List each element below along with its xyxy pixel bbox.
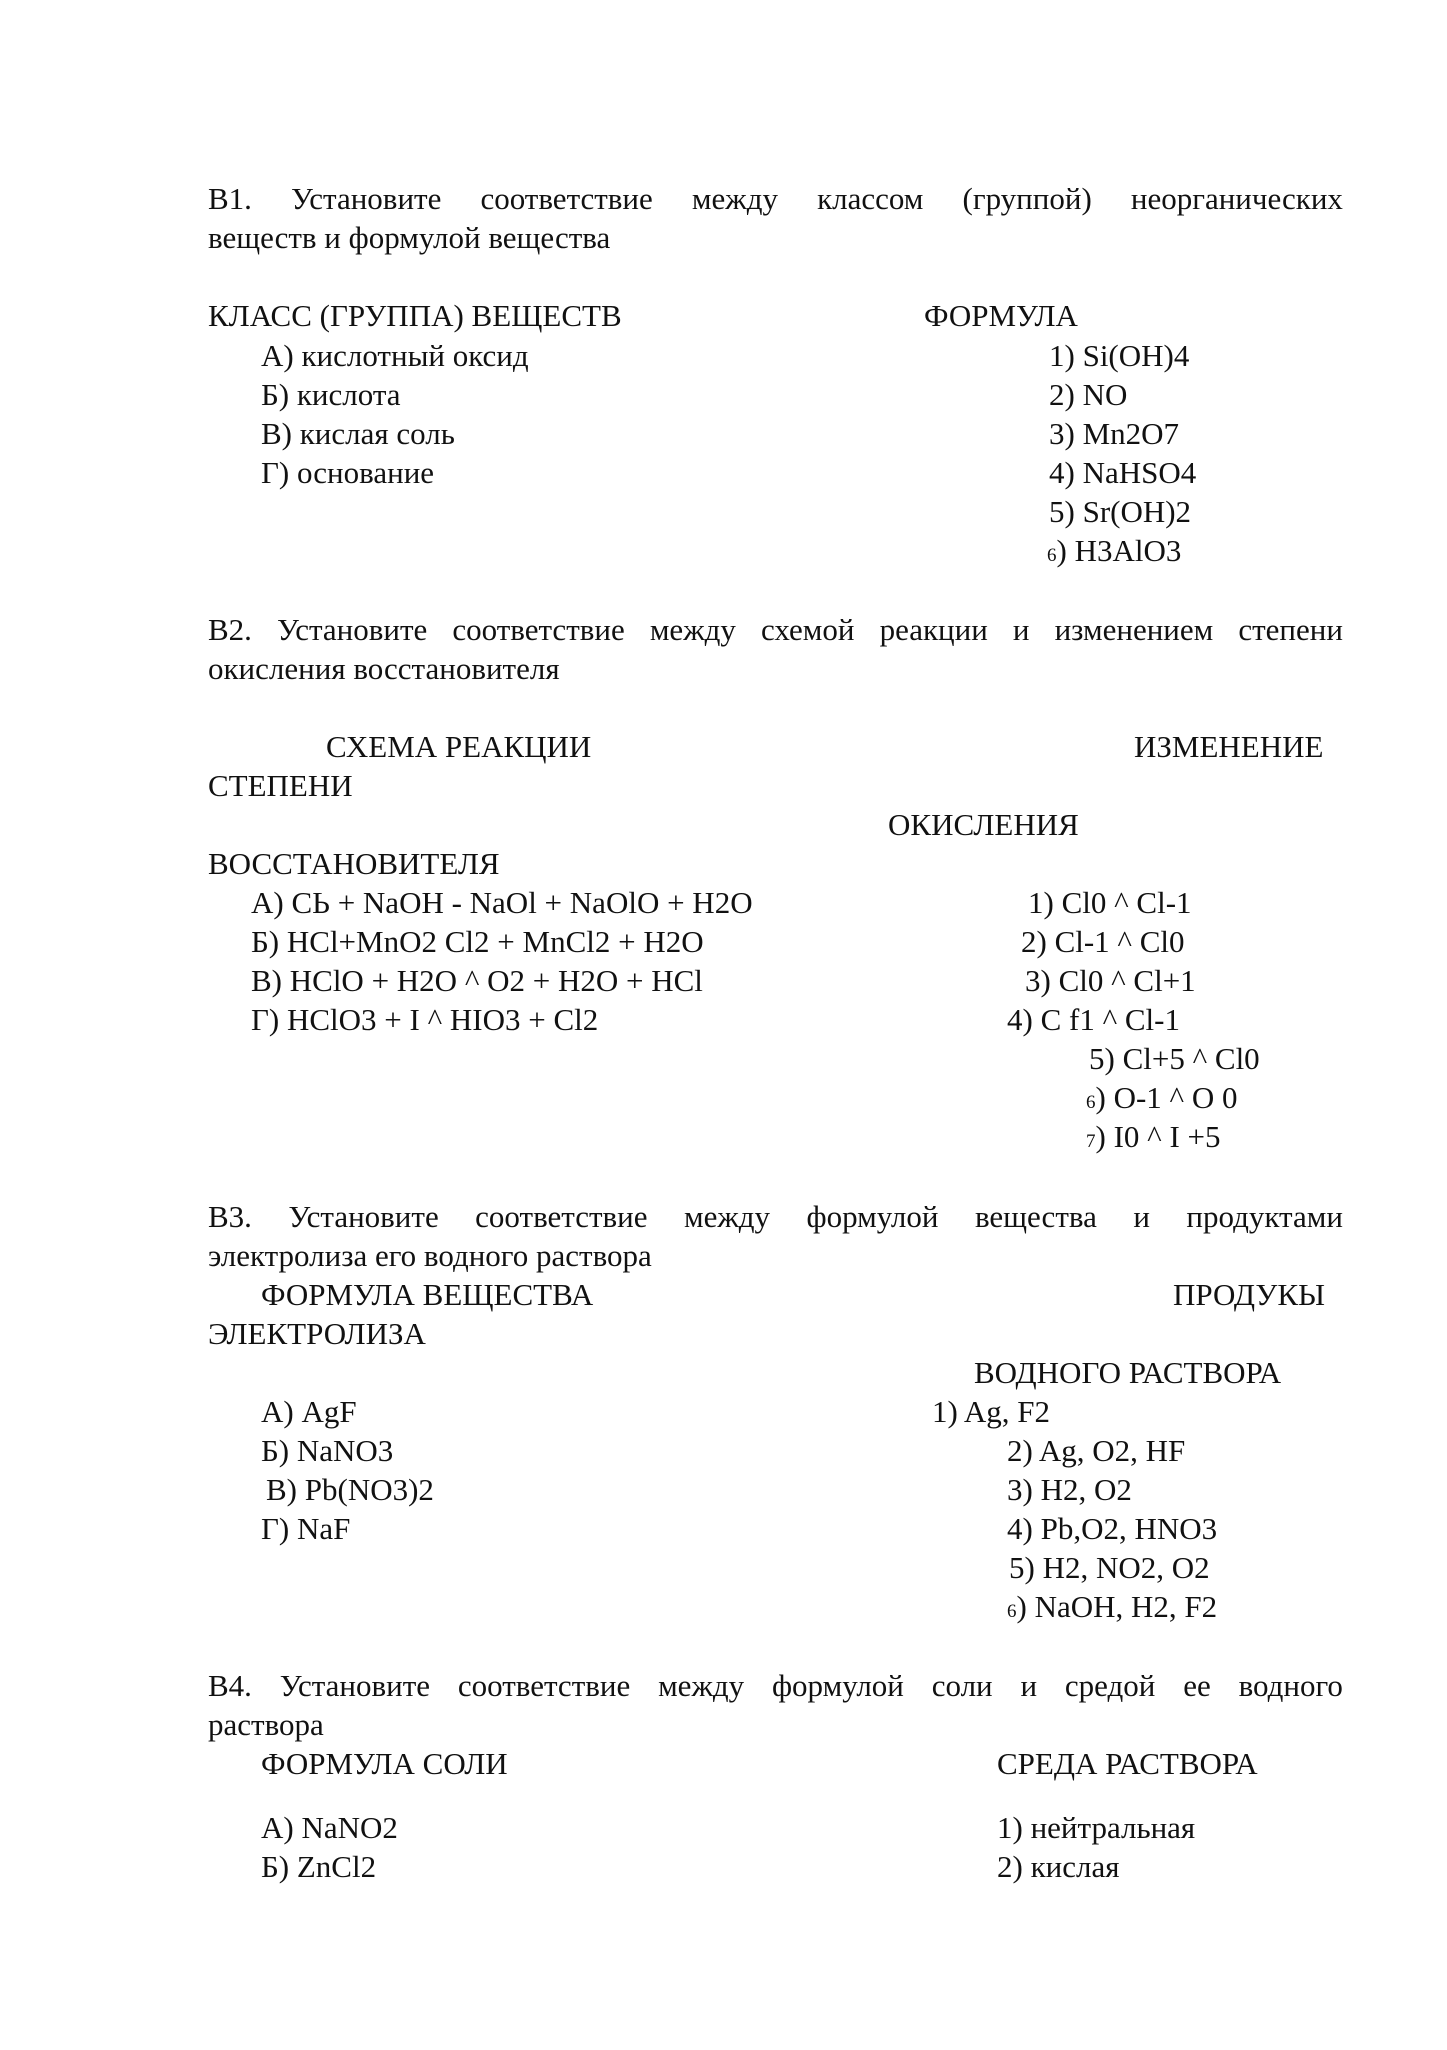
b4-salt-item: А) NaNO2 [261,1810,398,1845]
b3-right-header: ВОДНОГО РАСТВОРА [974,1355,1282,1390]
b2-change-item [1086,1082,1237,1113]
b4-q-word: водного [1238,1668,1343,1703]
b2-scheme-header: СХЕМА РЕАКЦИИ [326,729,592,764]
b2-change-text: ) O-1 ^ O 0 [1095,1080,1238,1115]
b4-question-line-2: раствора [208,1707,324,1742]
b3-question-line-1 [208,1201,1343,1232]
b4-salt-item: Б) ZnCl2 [261,1849,377,1884]
b2-scheme-item: А) СЬ + NaOH - NaOl + NaOlO + H2O [251,885,753,920]
b3-q-word: вещества [974,1199,1097,1234]
b1-question-line-1 [208,183,1343,214]
b2-q-word: Установите [277,612,428,647]
b2-change-item: 4) C f1 ^ Cl-1 [1007,1002,1180,1037]
b1-formula-text: ) H3AlO3 [1056,533,1182,568]
b2-scheme-item: В) HClO + H2O ^ O2 + H2O + HCl [251,963,703,998]
b4-q-word: формулой [771,1668,904,1703]
b3-product-item: 3) H2, O2 [1007,1472,1132,1507]
b3-formula-item: Г) NaF [261,1511,351,1546]
b1-class-item: Б) кислота [261,377,401,412]
b1-question-line-2: веществ и формулой вещества [208,220,611,255]
b2-change-number: 7 [1086,1131,1096,1152]
b4-medium-item: 2) кислая [997,1849,1120,1884]
b1-formula-item: 2) NO [1049,377,1128,412]
b1-formula-item [1047,535,1181,566]
b1-formula-number: 6 [1047,545,1057,566]
b4-q-word: ее [1183,1668,1211,1703]
b3-product-item: 2) Ag, O2, HF [1007,1433,1186,1468]
b1-formula-item: 3) Mn2O7 [1049,416,1180,451]
b2-q-word: изменением [1054,612,1214,647]
b1-q-word: классом [817,181,924,216]
b1-class-item: А) кислотный оксид [261,338,529,373]
b2-change-header: ОКИСЛЕНИЯ [888,807,1079,842]
b4-right-header: СРЕДА РАСТВОРА [997,1746,1258,1781]
b1-class-item: Г) основание [261,455,435,490]
b2-scheme-item: Б) HCl+MnO2 Cl2 + MnCl2 + H2O [251,924,704,959]
b3-product-item: 1) Ag, F2 [932,1394,1050,1429]
b3-left-header: ФОРМУЛА ВЕЩЕСТВА [261,1277,594,1312]
b3-question-line-2: электролиза его водного раствора [208,1238,652,1273]
b3-q-word: и [1133,1199,1150,1234]
b3-q-word: B3. [208,1199,252,1234]
b2-change-item: 1) Cl0 ^ Cl-1 [1028,885,1192,920]
b1-formula-item: 1) Si(OH)4 [1049,338,1190,373]
b1-q-word: B1. [208,181,252,216]
b2-change-item: 2) Cl-1 ^ Cl0 [1021,924,1185,959]
b2-change-header: СТЕПЕНИ [208,768,353,803]
b2-q-word: B2. [208,612,252,647]
b3-product-item [1007,1591,1217,1622]
b2-change-item: 3) Cl0 ^ Cl+1 [1025,963,1196,998]
b2-question-line-1 [208,614,1343,645]
b1-formula-item: 5) Sr(OH)2 [1049,494,1192,529]
b2-change-text: ) I0 ^ I +5 [1095,1119,1221,1154]
b3-product-text: ) NaOH, H2, F2 [1016,1589,1218,1624]
b4-q-word: соответствие [457,1668,631,1703]
b3-product-number: 6 [1007,1601,1017,1622]
b1-class-item: В) кислая соль [261,416,455,451]
b1-q-word: Установите [291,181,442,216]
b1-q-word: соответствие [480,181,653,216]
b3-q-word: формулой [806,1199,939,1234]
b1-q-word: (группой) [962,181,1092,216]
b3-product-item: 4) Pb,O2, HNO3 [1007,1511,1218,1546]
b3-right-header: ПРОДУКЫ [1173,1277,1326,1312]
b4-q-word: Установите [279,1668,431,1703]
b2-q-word: и [1012,612,1030,647]
b3-q-word: продуктами [1186,1199,1343,1234]
b3-product-item: 5) H2, NO2, O2 [1009,1550,1210,1585]
b3-q-word: Установите [288,1199,439,1234]
b3-formula-item: А) AgF [261,1394,357,1429]
b3-formula-item: В) Pb(NO3)2 [266,1472,434,1507]
b3-q-word: соответствие [475,1199,648,1234]
b4-q-word: средой [1064,1668,1156,1703]
b1-q-word: неорганических [1130,181,1343,216]
b2-q-word: между [649,612,736,647]
b2-q-word: реакции [879,612,988,647]
b2-q-word: схемой [760,612,855,647]
b4-q-word: между [658,1668,745,1703]
b4-q-word: и [1020,1668,1038,1703]
b4-medium-item: 1) нейтральная [997,1810,1196,1845]
b1-right-header: ФОРМУЛА [924,298,1078,333]
b4-q-word: B4. [208,1668,252,1703]
b2-change-number: 6 [1086,1092,1096,1113]
b4-left-header: ФОРМУЛА СОЛИ [261,1746,508,1781]
b2-scheme-item: Г) HClO3 + I ^ HIO3 + Cl2 [251,1002,599,1037]
b4-q-word: соли [931,1668,993,1703]
b2-change-header: ИЗМЕНЕНИЕ [1134,729,1324,764]
b2-question-line-2: окисления восстановителя [208,651,560,686]
b4-question-line-1 [208,1670,1343,1701]
b1-q-word: между [691,181,778,216]
b2-q-word: степени [1238,612,1343,647]
b1-formula-item: 4) NaHSO4 [1049,455,1197,490]
b2-change-item [1086,1121,1221,1152]
b2-change-header: ВОССТАНОВИТЕЛЯ [208,846,500,881]
b2-change-item: 5) Cl+5 ^ Cl0 [1089,1041,1260,1076]
b3-q-word: между [683,1199,771,1234]
b2-q-word: соответствие [452,612,625,647]
b3-formula-item: Б) NaNO3 [261,1433,394,1468]
b1-left-header: КЛАСС (ГРУППА) ВЕЩЕСТВ [208,298,622,333]
b3-right-header: ЭЛЕКТРОЛИЗА [208,1316,426,1351]
